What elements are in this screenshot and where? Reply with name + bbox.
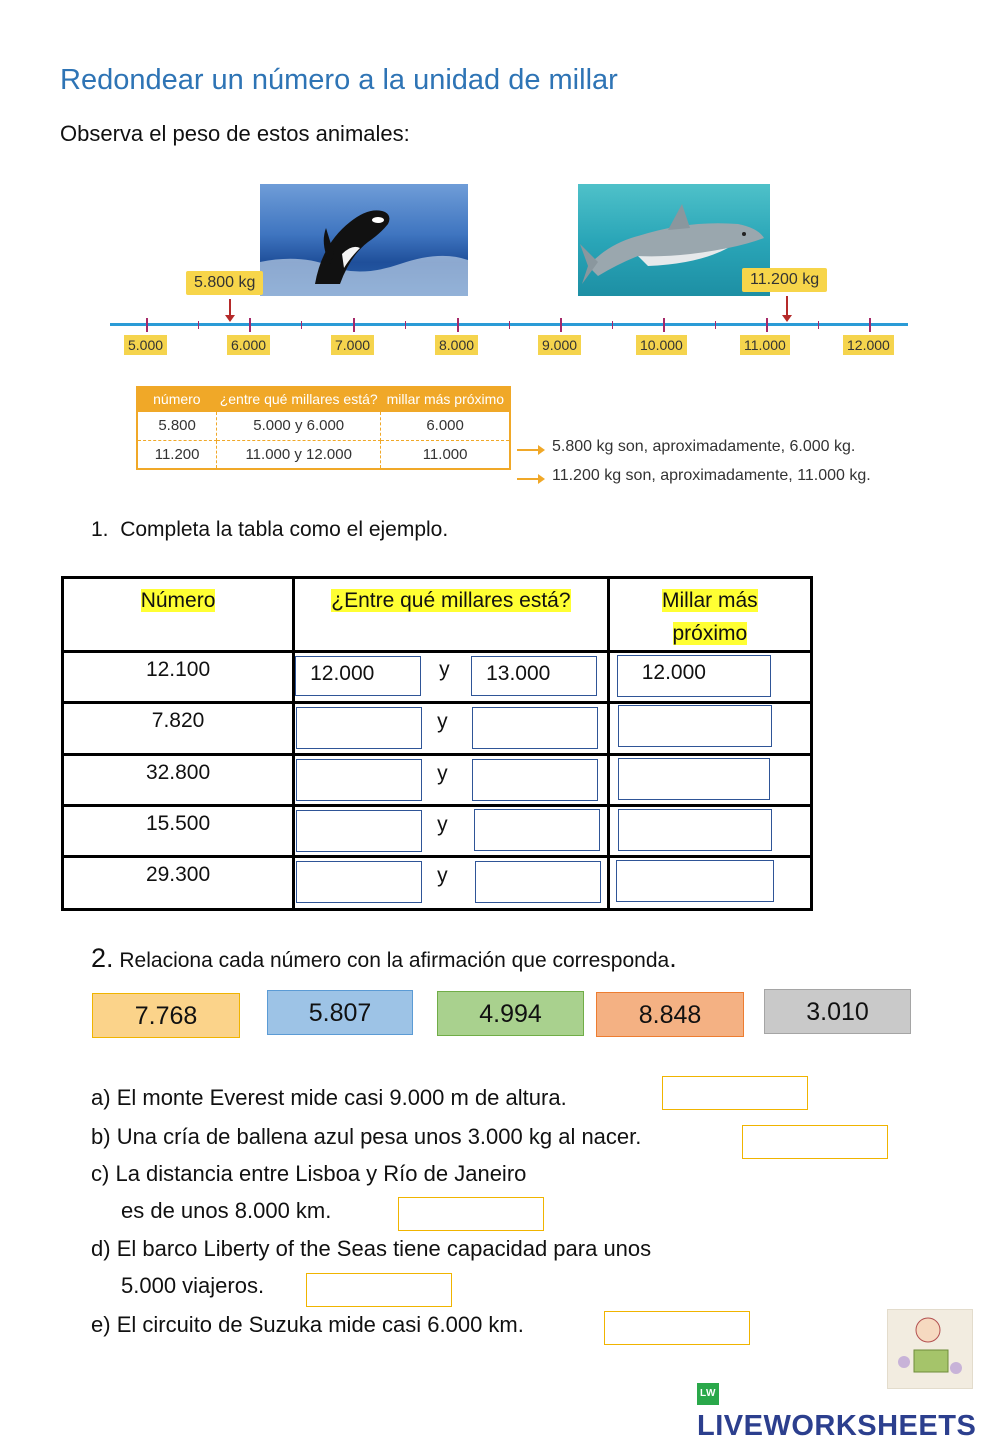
orca-image (260, 184, 468, 296)
intro-text: Observa el peso de estos animales: (60, 121, 410, 146)
high-thousand-input[interactable]: 13.000 (471, 656, 597, 696)
example-table (136, 386, 511, 470)
header-nearest (608, 578, 811, 652)
liveworksheets-logo[interactable] (697, 1377, 1000, 1443)
example-note: 11.200 kg son, aproximadamente, 11.000 kg. (552, 467, 871, 484)
logo-badge-icon: LW (697, 1383, 719, 1405)
number-chip[interactable]: 7.768 (92, 993, 240, 1038)
statement-letter: b) (91, 1124, 111, 1149)
number-line-label: 8.000 (435, 335, 478, 355)
minor-tick (405, 321, 406, 329)
question-number: 2. (91, 943, 114, 973)
low-thousand-input[interactable] (296, 810, 422, 852)
minor-tick (509, 321, 510, 329)
major-tick (457, 318, 459, 332)
nearest-cell (608, 857, 811, 910)
connector-y: y (439, 658, 450, 681)
question-2 (91, 943, 677, 974)
statement-letter: e) (91, 1312, 111, 1337)
range-cell (294, 806, 609, 857)
statement-d (91, 1236, 651, 1262)
major-tick (766, 318, 768, 332)
answer-box-d[interactable] (306, 1273, 452, 1307)
question-number: 1. (91, 518, 109, 541)
minor-tick (301, 321, 302, 329)
statement-text: El circuito de Suzuka mide casi 6.000 km. (116, 1312, 524, 1337)
row-number: 29.300 (63, 857, 294, 910)
example-cell: 11.000 y 12.000 (217, 440, 381, 469)
statement-a (91, 1085, 567, 1111)
number-chip[interactable]: 3.010 (764, 989, 911, 1034)
nearest-cell (608, 703, 811, 755)
answer-box-b[interactable] (742, 1125, 888, 1159)
range-cell (294, 857, 609, 910)
range-cell (294, 652, 609, 703)
row-number: 7.820 (63, 703, 294, 755)
high-thousand-input[interactable] (474, 809, 600, 851)
header-number (63, 578, 294, 652)
table-row (63, 755, 812, 806)
row-number: 12.100 (63, 652, 294, 703)
table-row (137, 411, 510, 440)
major-tick (249, 318, 251, 332)
question-text: Completa la tabla como el ejemplo. (120, 518, 449, 541)
example-cell: 11.000 (381, 440, 510, 469)
number-line-label: 11.000 (740, 335, 790, 355)
high-thousand-input[interactable] (472, 759, 598, 801)
table-row (63, 857, 812, 910)
row-number: 15.500 (63, 806, 294, 857)
question-1 (91, 518, 448, 542)
example-cell: 5.000 y 6.000 (217, 411, 381, 440)
answer-box-a[interactable] (662, 1076, 808, 1110)
table-row (63, 806, 812, 857)
statement-letter: a) (91, 1085, 111, 1110)
answer-box-c[interactable] (398, 1197, 544, 1231)
statement-c-cont: es de unos 8.000 km. (121, 1198, 332, 1223)
exercise-table (61, 576, 813, 911)
brand-name: LIVEWORKSHEETS (697, 1410, 977, 1442)
number-line-label: 9.000 (538, 335, 581, 355)
header-label: Millar más (662, 589, 758, 612)
high-thousand-input[interactable] (472, 707, 598, 749)
table-row (63, 703, 812, 755)
statement-text: Una cría de ballena azul pesa unos 3.000 kg al nacer. (116, 1124, 642, 1149)
nearest-thousand-input[interactable] (616, 860, 774, 902)
nearest-cell (608, 755, 811, 806)
header-label: ¿Entre qué millares está? (331, 589, 571, 612)
range-cell (294, 703, 609, 755)
statement-c (91, 1161, 526, 1187)
connector-y: y (437, 813, 448, 836)
connector-y: y (437, 762, 448, 785)
nearest-thousand-input[interactable] (618, 705, 772, 747)
number-line-label: 7.000 (331, 335, 374, 355)
question-text: Relaciona cada número con la afirmación que corresponda (119, 949, 670, 972)
number-chip[interactable]: 4.994 (437, 991, 584, 1036)
orca-weight-arrow (229, 299, 231, 316)
minor-tick (818, 321, 819, 329)
minor-tick (715, 321, 716, 329)
number-line-label: 12.000 (843, 335, 894, 355)
statement-letter: d) (91, 1236, 111, 1261)
low-thousand-input[interactable] (296, 707, 422, 749)
example-cell: 6.000 (381, 411, 510, 440)
nearest-thousand-input[interactable]: 12.000 (617, 655, 771, 697)
statement-letter: c) (91, 1161, 110, 1186)
major-tick (353, 318, 355, 332)
number-line-label: 6.000 (227, 335, 270, 355)
major-tick (869, 318, 871, 332)
major-tick (560, 318, 562, 332)
example-header: ¿entre qué millares está? (217, 387, 381, 411)
number-line-label: 10.000 (636, 335, 687, 355)
number-chip[interactable]: 5.807 (267, 990, 413, 1035)
page-title: Redondear un número a la unidad de millar (60, 64, 618, 96)
example-cell: 11.200 (137, 440, 217, 469)
low-thousand-input[interactable]: 12.000 (295, 656, 421, 696)
nearest-cell (608, 806, 811, 857)
connector-y: y (437, 710, 448, 733)
example-note: 5.800 kg son, aproximadamente, 6.000 kg. (552, 438, 856, 455)
high-thousand-input[interactable] (475, 861, 601, 903)
orca-weight-tag: 5.800 kg (186, 271, 263, 295)
shark-weight-tag: 11.200 kg (742, 268, 827, 292)
statement-b (91, 1124, 641, 1150)
header-label: próximo (672, 622, 748, 645)
statement-d-cont: 5.000 viajeros. (121, 1273, 265, 1298)
number-chip[interactable]: 8.848 (596, 992, 744, 1037)
low-thousand-input[interactable] (296, 861, 422, 903)
minor-tick (198, 321, 199, 329)
answer-box-e[interactable] (604, 1311, 750, 1345)
connector-y: y (437, 864, 448, 887)
question-period: . (669, 943, 677, 973)
number-line-label: 5.000 (124, 335, 167, 355)
nearest-thousand-input[interactable] (618, 809, 772, 851)
statement-text: El monte Everest mide casi 9.000 m de altura. (116, 1085, 567, 1110)
header-range (294, 578, 609, 652)
example-cell: 5.800 (137, 411, 217, 440)
arrow-right-icon (517, 478, 541, 480)
table-row (63, 652, 812, 703)
statement-text: La distancia entre Lisboa y Río de Janeiro (115, 1161, 527, 1186)
shark-weight-arrow (786, 296, 788, 316)
nearest-thousand-input[interactable] (618, 758, 770, 800)
range-cell (294, 755, 609, 806)
major-tick (146, 318, 148, 332)
statement-text: El barco Liberty of the Seas tiene capacidad para unos (116, 1236, 652, 1261)
minor-tick (612, 321, 613, 329)
low-thousand-input[interactable] (296, 759, 422, 801)
statement-e (91, 1312, 524, 1338)
table-row (137, 440, 510, 469)
example-header: millar más próximo (381, 387, 510, 411)
example-header: número (137, 387, 217, 411)
nearest-cell (608, 652, 811, 703)
header-label: Número (140, 589, 216, 612)
major-tick (663, 318, 665, 332)
row-number: 32.800 (63, 755, 294, 806)
arrow-right-icon (517, 449, 541, 451)
